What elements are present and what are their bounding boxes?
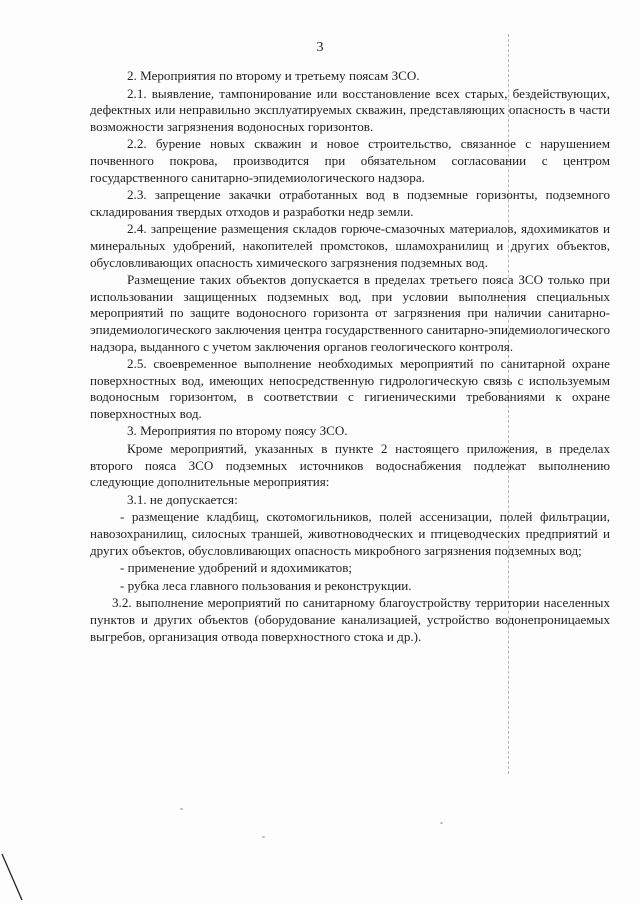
- scan-edge-mark: [0, 850, 26, 905]
- scan-speck: [440, 822, 443, 824]
- placement-paragraph: Размещение таких объектов допускается в пределах третьего пояса ЗСО только при использовании защищенных подземных вод, при условии выполнения специальных мероприятий по защите водоносного горизонта от загрязнения при наличии санитарно-эпидемиологического заключения центра государственного санитарно-эпидемиологического надзора, выданного с учетом заключения органов геологического контроля.: [90, 272, 610, 354]
- item-2-5: 2.5. своевременное выполнение необходимых мероприятий по санитарной охране поверхностных вод, имеющих непосредственную гидрологическую связь с используемым водоносным горизонтом, в соответствии с гигиеническими требованиями к охране поверхностных вод.: [90, 356, 610, 421]
- item-2-1: 2.1. выявление, тампонирование или восстановление всех старых, бездействующих, дефектных или неправильно эксплуатируемых скважин, представляющих опасность в части возможности загрязнения водоносных горизонтов.: [90, 85, 610, 134]
- section-3-heading: 3. Мероприятия по второму поясу ЗСО.: [127, 423, 348, 439]
- page-number: 3: [316, 40, 324, 55]
- item-3-1-bullet-3: - рубка леса главного пользования и реконструкции.: [120, 577, 412, 593]
- item-3-1-bullet-1: - размещение кладбищ, скотомогильников, полей ассенизации, полей фильтрации, навозохранилищ, силосных траншей, животноводческих и птицеводческих предприятий и других объектов, обусловливающих опасность микробного загрязнения подземных вод;: [90, 509, 610, 558]
- item-3-1: 3.1. не допускается:: [127, 491, 238, 507]
- scan-speck: [180, 808, 183, 810]
- item-2-4: 2.4. запрещение размещения складов горюче-смазочных материалов, ядохимикатов и минеральных удобрений, накопителей промстоков, шламохранилищ и других объектов, обусловливающих опасность химического загрязнения подземных вод.: [90, 221, 610, 270]
- item-2-3: 2.3. запрещение закачки отработанных вод в подземные горизонты, подземного складирования твердых отходов и разработки недр земли.: [90, 187, 610, 219]
- item-3-2: 3.2. выполнение мероприятий по санитарному благоустройству территории населенных пунктов и других объектов (оборудование канализацией, устройство водонепроницаемых выгребов, организация отвода поверхностного стока и др.).: [90, 595, 610, 644]
- document-body: [90, 68, 610, 646]
- section-3-intro: Кроме мероприятий, указанных в пункте 2 настоящего приложения, в пределах второго пояса ЗСО подземных источников водоснабжения подлежат выполнению следующие дополнительные мероприятия:: [90, 441, 610, 490]
- item-2-2: 2.2. бурение новых скважин и новое строительство, связанное с нарушением почвенного покрова, производится при обязательном согласовании с центром государственного санитарно-эпидемиологического надзора.: [90, 136, 610, 185]
- scan-speck: [262, 836, 265, 838]
- item-3-1-bullet-2: - применение удобрений и ядохимикатов;: [120, 560, 353, 576]
- section-2-heading: 2. Мероприятия по второму и третьему поясам ЗСО.: [127, 68, 420, 83]
